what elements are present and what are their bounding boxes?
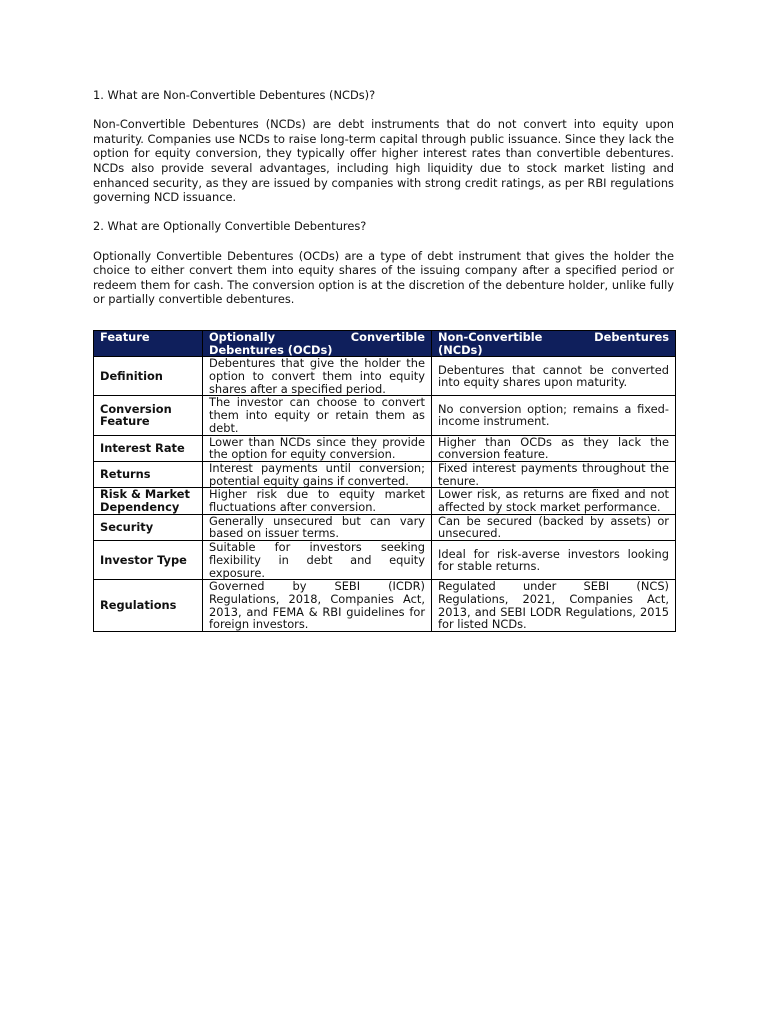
header-ncds: Non-Convertible Debentures (NCDs) bbox=[432, 330, 676, 356]
feature-cell: Regulations bbox=[94, 580, 203, 632]
feature-cell: Risk & Market Dependency bbox=[94, 488, 203, 514]
ocd-cell: Lower than NCDs since they provide the option for equity conversion. bbox=[203, 435, 432, 461]
table-row bbox=[94, 435, 676, 461]
ncd-cell: Fixed interest payments throughout the tenure. bbox=[432, 461, 676, 487]
table-row bbox=[94, 580, 676, 632]
ocd-cell: The investor can choose to convert them into equity or retain them as debt. bbox=[203, 396, 432, 435]
section-2-body: Optionally Convertible Debentures (OCDs) are a type of debt instrument that gives the holder the choice to either convert them into equity shares of the issuing company after a specified period or redeem them for cash. The conversion option is at the discretion of the debenture holder, unlike fully or partially convertible debentures. bbox=[93, 248, 674, 307]
document-page bbox=[93, 88, 674, 632]
table-header-row bbox=[94, 330, 676, 356]
feature-cell: Returns bbox=[94, 461, 203, 487]
feature-cell: Definition bbox=[94, 357, 203, 396]
section-1-heading: 1. What are Non-Convertible Debentures (NCDs)? bbox=[93, 88, 376, 102]
section-2-heading: 2. What are Optionally Convertible Debentures? bbox=[93, 219, 367, 234]
table-row bbox=[94, 488, 676, 514]
feature-cell: Investor Type bbox=[94, 541, 203, 580]
feature-cell: Conversion Feature bbox=[94, 396, 203, 435]
ocd-cell: Interest payments until conversion; potential equity gains if converted. bbox=[203, 461, 432, 487]
table-row bbox=[94, 461, 676, 487]
ncd-cell: Higher than OCDs as they lack the conversion feature. bbox=[432, 435, 676, 461]
feature-cell: Interest Rate bbox=[94, 435, 203, 461]
ncd-cell: Lower risk, as returns are fixed and not affected by stock market performance. bbox=[432, 488, 676, 514]
table-row bbox=[94, 541, 676, 580]
table-row bbox=[94, 514, 676, 540]
ocd-cell: Debentures that give the holder the option to convert them into equity shares after a specified period. bbox=[203, 357, 432, 396]
ncd-cell: Debentures that cannot be converted into equity shares upon maturity. bbox=[432, 357, 676, 396]
header-ocds: Optionally Convertible Debentures (OCDs) bbox=[203, 330, 432, 356]
comparison-table bbox=[93, 330, 676, 632]
feature-cell: Security bbox=[94, 514, 203, 540]
section-1-body: Non-Convertible Debentures (NCDs) are debt instruments that do not convert into equity upon maturity. Companies use NCDs to raise long-term capital through public issuance. Since they lack the option for equity conversion, they typically offer higher interest rates than convertible debentures. NCDs also provide several advantages, including high liquidity due to stock market listing and enhanced security, as they are issued by companies with strong credit ratings, as per RBI regulations governing NCD issuance. bbox=[93, 117, 674, 205]
ocd-cell: Governed by SEBI (ICDR) Regulations, 2018, Companies Act, 2013, and FEMA & RBI guidelines for foreign investors. bbox=[203, 580, 432, 632]
ocd-cell: Suitable for investors seeking flexibility in debt and equity exposure. bbox=[203, 541, 432, 580]
ocd-cell: Generally unsecured but can vary based on issuer terms. bbox=[203, 514, 432, 540]
comparison-table-wrapper bbox=[93, 330, 674, 632]
header-feature: Feature bbox=[94, 330, 203, 356]
ocd-cell: Higher risk due to equity market fluctuations after conversion. bbox=[203, 488, 432, 514]
ncd-cell: Ideal for risk-averse investors looking for stable returns. bbox=[432, 541, 676, 580]
ncd-cell: Can be secured (backed by assets) or unsecured. bbox=[432, 514, 676, 540]
ncd-cell: No conversion option; remains a fixed-income instrument. bbox=[432, 396, 676, 435]
ncd-cell: Regulated under SEBI (NCS) Regulations, 2021, Companies Act, 2013, and SEBI LODR Regulations, 2015 for listed NCDs. bbox=[432, 580, 676, 632]
table-row bbox=[94, 357, 676, 396]
table-row bbox=[94, 396, 676, 435]
